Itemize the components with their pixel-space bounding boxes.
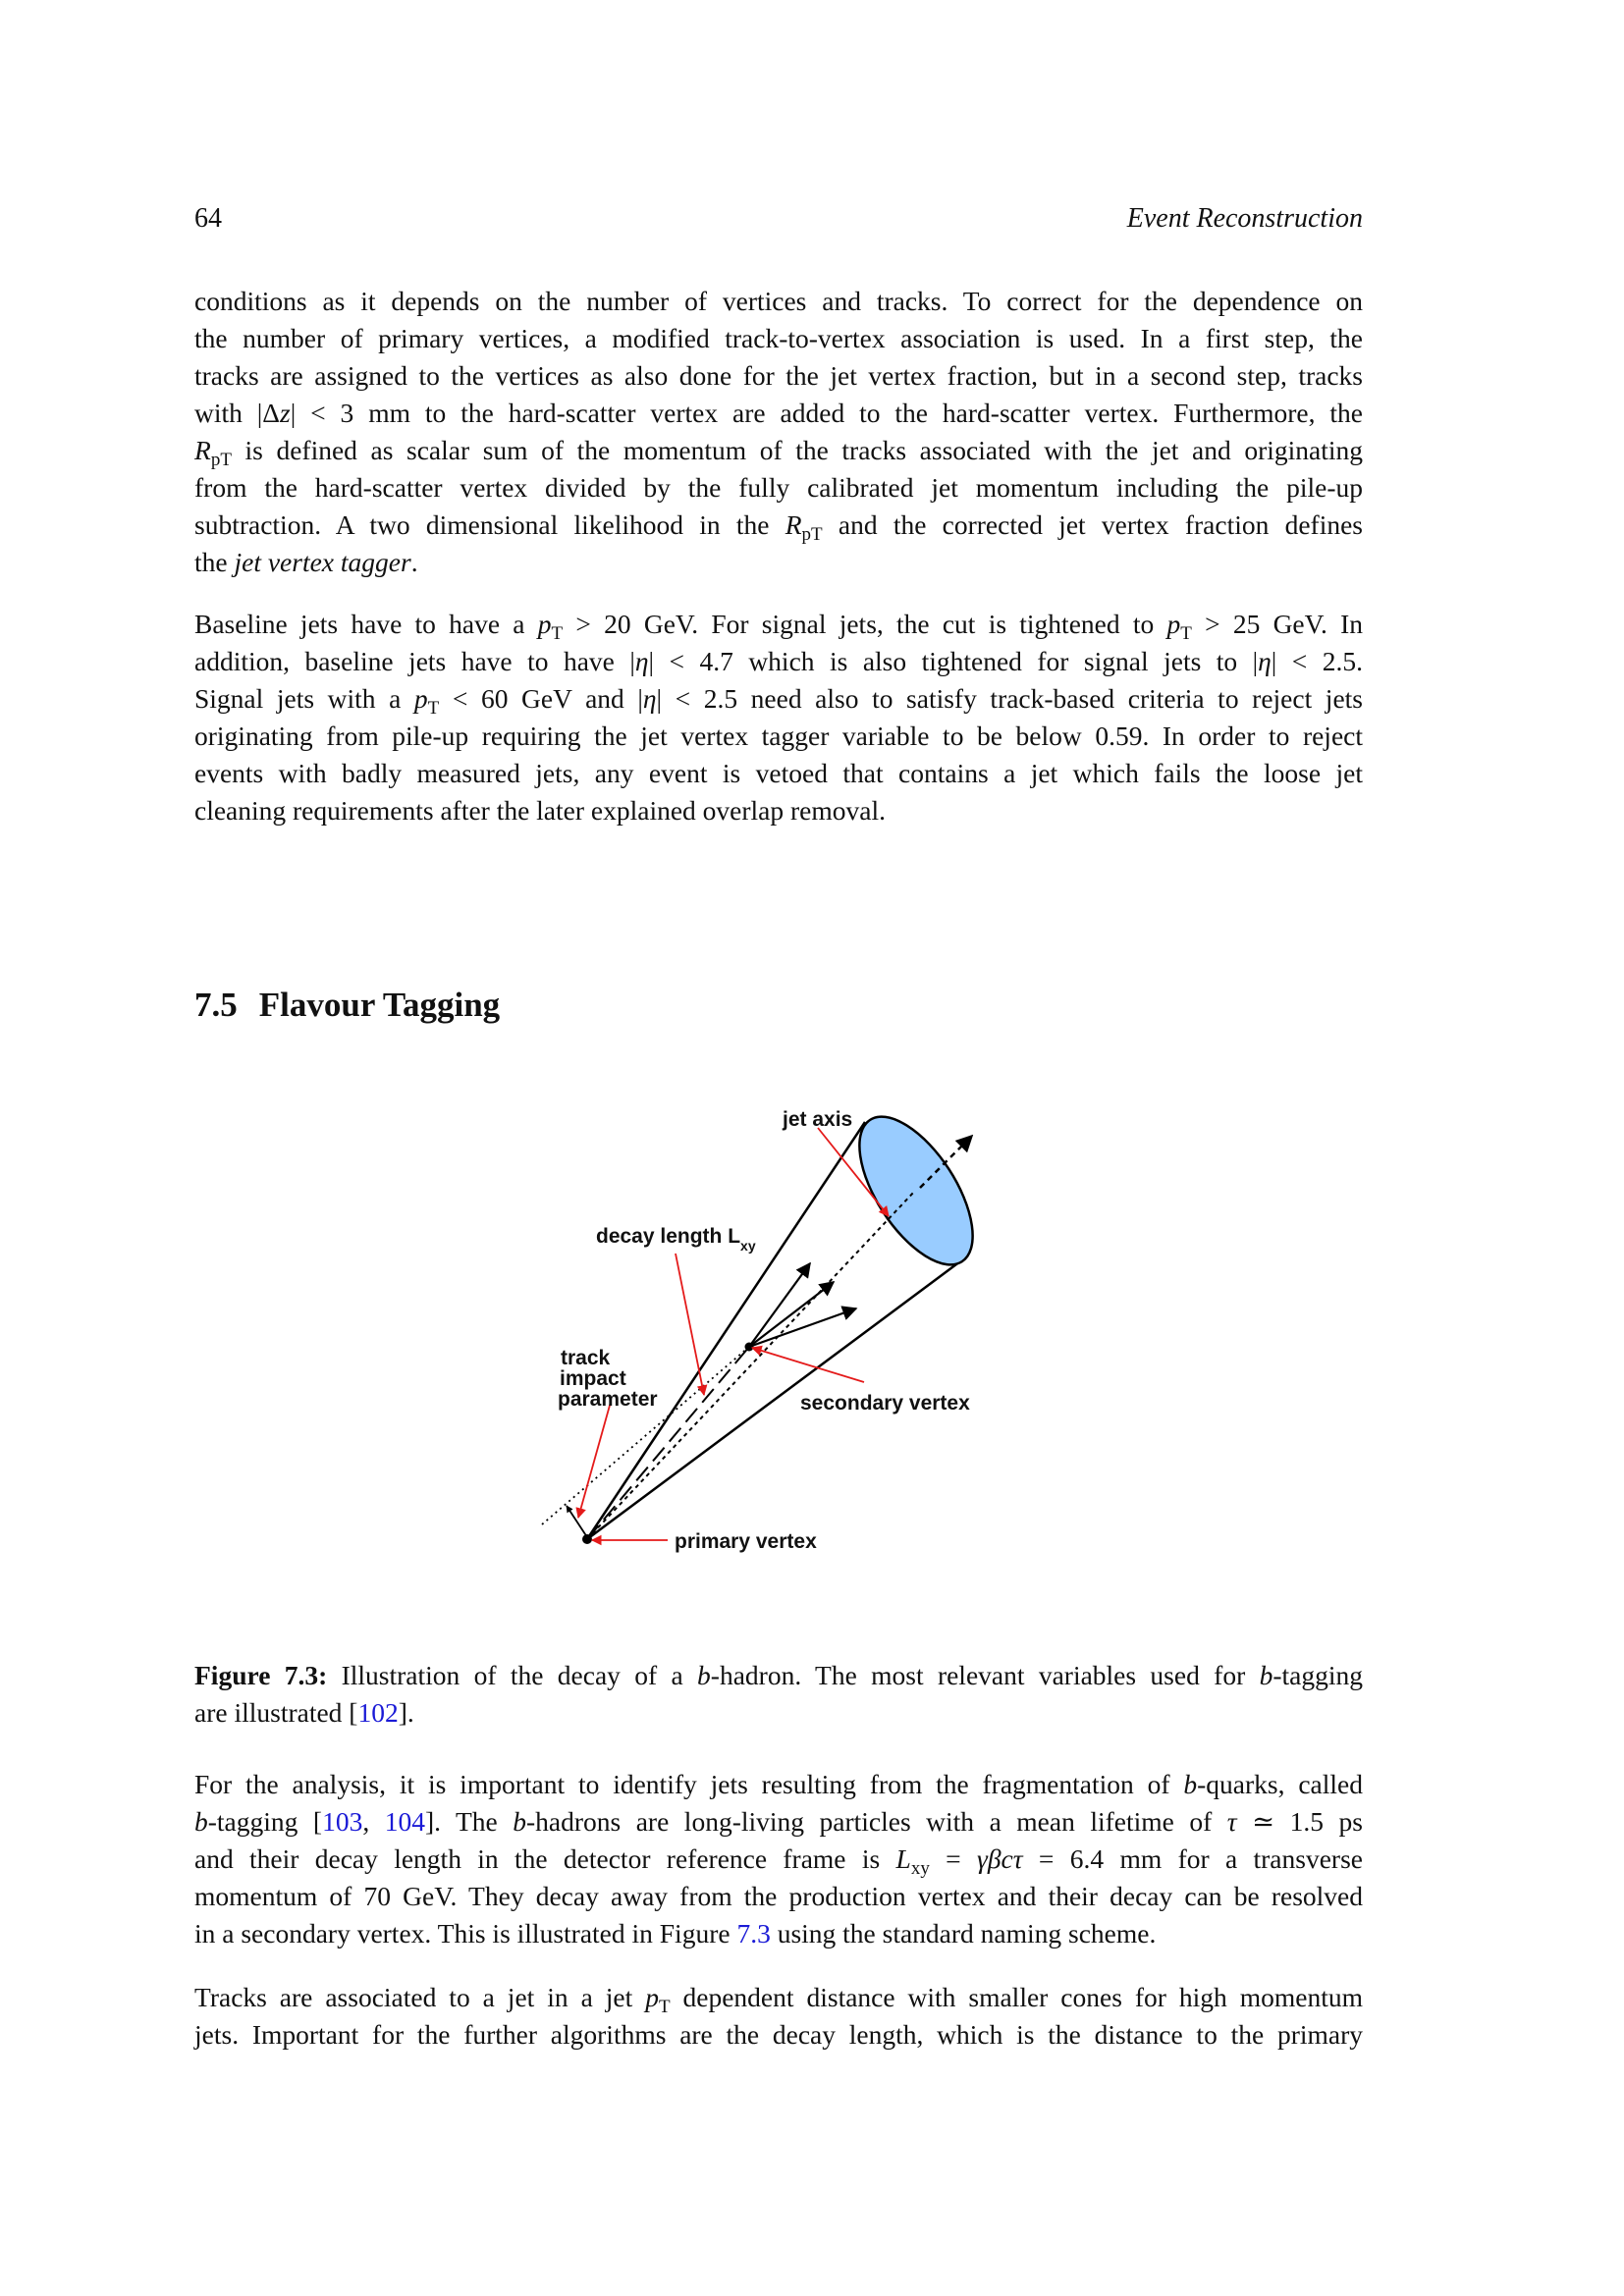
- text-segment: originating from pile-up requiring the jet vertex tagger variable to be below 0.59. In order to reject: [194, 721, 1363, 751]
- text-segment: and the corrected jet vertex fraction defines: [822, 509, 1364, 540]
- text-segment: =: [929, 1843, 977, 1874]
- text-segment: jets. Important for the further algorithms are the decay length, which is the distance to the primary: [194, 2019, 1363, 2050]
- impact-parameter-arrow: [567, 1506, 587, 1537]
- text-segment: tracks are assigned to the vertices as also done for the jet vertex fraction, but in a second step, tracks: [194, 360, 1363, 391]
- text-segment: b: [1183, 1769, 1198, 1799]
- text-segment: Tracks are associated to a jet in a jet: [194, 1982, 646, 2012]
- text-segment: p: [645, 1982, 659, 2012]
- track-impact-label-line2: impact: [560, 1367, 626, 1390]
- text-line: [194, 2016, 1363, 2054]
- text-segment: with |Δ: [194, 398, 280, 428]
- cone-edge-upper: [587, 1122, 865, 1539]
- track-impact-label-line3: parameter: [558, 1388, 658, 1411]
- text-segment: events with badly measured jets, any event is vetoed that contains a jet which fails the loose jet: [194, 758, 1363, 788]
- text-segment: the: [194, 547, 235, 577]
- subscript: T: [658, 1997, 671, 2017]
- text-line: [194, 1979, 1363, 2016]
- text-segment: ].: [398, 1697, 414, 1728]
- text-segment: Baseline jets have to have a: [194, 609, 538, 639]
- text-line: [194, 1657, 1363, 1694]
- text-line: [194, 1841, 1363, 1878]
- text-segment: addition, baseline jets have to have |: [194, 646, 635, 676]
- text-segment: -tagging: [1272, 1660, 1363, 1690]
- text-segment: -hadrons are long-living particles with a mean lifetime of: [526, 1806, 1227, 1837]
- text-segment: p: [413, 683, 428, 714]
- text-segment: -hadron. The most relevant variables used for: [710, 1660, 1260, 1690]
- text-segment: cleaning requirements after the later explained overlap removal.: [194, 795, 886, 826]
- text-line: [194, 1915, 1363, 1952]
- text-segment: L: [895, 1843, 911, 1874]
- text-segment: > 25 GeV. In: [1191, 609, 1363, 639]
- text-segment: subtraction. A two dimensional likelihood in the: [194, 509, 785, 540]
- decay-length-label: decay length $L_{xy}$: [596, 1225, 756, 1254]
- citation-link[interactable]: 102: [357, 1697, 399, 1728]
- track-arrow: [749, 1263, 810, 1347]
- text-line: [194, 1766, 1363, 1803]
- secondary-vertex-dot: [745, 1343, 754, 1352]
- text-line: [194, 1694, 1363, 1732]
- text-segment: ]. The: [424, 1806, 514, 1837]
- text-line: [194, 1803, 1363, 1841]
- running-title: Event Reconstruction: [1126, 203, 1363, 234]
- text-segment: and their decay length in the detector reference frame is: [194, 1843, 896, 1874]
- citation-link[interactable]: 103: [322, 1806, 363, 1837]
- jet-axis-label: jet axis: [783, 1108, 853, 1131]
- text-segment: η: [634, 646, 649, 676]
- text-segment: the number of primary vertices, a modified track-to-vertex association is used. In a first step, the: [194, 323, 1363, 353]
- subscript: pT: [210, 450, 232, 470]
- subscript: T: [551, 623, 564, 644]
- text-segment: | < 3 mm to the hard-scatter vertex are added to the hard-scatter vertex. Furthermore, the: [290, 398, 1363, 428]
- text-segment: b: [697, 1660, 711, 1690]
- track-impact-label-line1: track: [561, 1347, 611, 1369]
- decay-length-pointer: [676, 1254, 704, 1395]
- text-segment: b: [194, 1806, 208, 1837]
- section-title: Flavour Tagging: [258, 986, 501, 1024]
- text-segment: ≃ 1.5 ps: [1236, 1806, 1363, 1837]
- text-segment: momentum of 70 GeV. They decay away from the production vertex and their decay can be resolved: [194, 1881, 1363, 1911]
- text-segment: ,: [362, 1806, 385, 1837]
- secondary-vertex-pointer: [752, 1348, 864, 1382]
- text-segment: η: [642, 683, 657, 714]
- page-number: 64: [194, 203, 222, 234]
- subscript: xy: [910, 1858, 930, 1879]
- text-segment: < 60 GeV and |: [439, 683, 643, 714]
- text-segment: b: [1259, 1660, 1273, 1690]
- primary-vertex-label: primary vertex: [675, 1530, 817, 1553]
- text-segment: is defined as scalar sum of the momentum of the tracks associated with the jet and originating: [231, 435, 1363, 465]
- text-segment: R: [194, 435, 211, 465]
- text-segment: conditions as it depends on the number of vertices and tracks. To correct for the dependence on: [194, 286, 1363, 316]
- text-segment: Signal jets with a: [194, 683, 414, 714]
- track-arrow: [749, 1282, 834, 1347]
- text-segment: in a secondary vertex. This is illustrated in Figure: [194, 1918, 737, 1949]
- subscript: T: [1180, 623, 1192, 644]
- section-number: 7.5: [194, 986, 238, 1024]
- citation-link[interactable]: 104: [384, 1806, 425, 1837]
- subscript: pT: [801, 524, 823, 545]
- text-segment: p: [537, 609, 552, 639]
- text-segment: -quarks, called: [1197, 1769, 1363, 1799]
- text-segment: .: [410, 547, 418, 577]
- text-segment: > 20 GeV. For signal jets, the cut is tightened to: [563, 609, 1167, 639]
- paragraph-tracks: [194, 1979, 1363, 2054]
- subscript: T: [427, 698, 440, 719]
- text-segment: Illustration of the decay of a: [327, 1660, 698, 1690]
- text-segment: -tagging [: [207, 1806, 323, 1837]
- text-segment: using the standard naming scheme.: [770, 1918, 1157, 1949]
- citation-link[interactable]: 7.3: [736, 1918, 771, 1949]
- text-segment: = 6.4 mm for a transverse: [1022, 1843, 1363, 1874]
- text-segment: γβcτ: [977, 1843, 1023, 1874]
- text-segment: from the hard-scatter vertex divided by the fully calibrated jet momentum including the pile-up: [194, 472, 1363, 503]
- impact-parameter-pointer: [578, 1402, 611, 1518]
- secondary-vertex-label: secondary vertex: [800, 1392, 970, 1415]
- text-segment: z: [280, 398, 291, 428]
- text-segment: | < 4.7 which is also tightened for signal jets to |: [648, 646, 1259, 676]
- text-segment: Figure 7.3:: [194, 1660, 328, 1690]
- track-arrow: [749, 1308, 856, 1347]
- text-segment: τ: [1226, 1806, 1237, 1837]
- text-segment: R: [785, 509, 802, 540]
- paragraph-b-tagging: [194, 1766, 1363, 1952]
- text-segment: p: [1166, 609, 1181, 639]
- text-segment: jet vertex tagger: [234, 547, 411, 577]
- primary-vertex-dot: [582, 1534, 592, 1544]
- figure-caption: [194, 1657, 1363, 1732]
- text-segment: b: [513, 1806, 526, 1837]
- text-segment: | < 2.5 need also to satisfy track-based criteria to reject jets: [656, 683, 1363, 714]
- text-segment: For the analysis, it is important to identify jets resulting from the fragmentation of: [194, 1769, 1184, 1799]
- text-segment: dependent distance with smaller cones for high momentum: [670, 1982, 1363, 2012]
- text-segment: are illustrated [: [194, 1697, 358, 1728]
- text-segment: | < 2.5.: [1271, 646, 1363, 676]
- text-line: [194, 1878, 1363, 1915]
- text-segment: η: [1258, 646, 1272, 676]
